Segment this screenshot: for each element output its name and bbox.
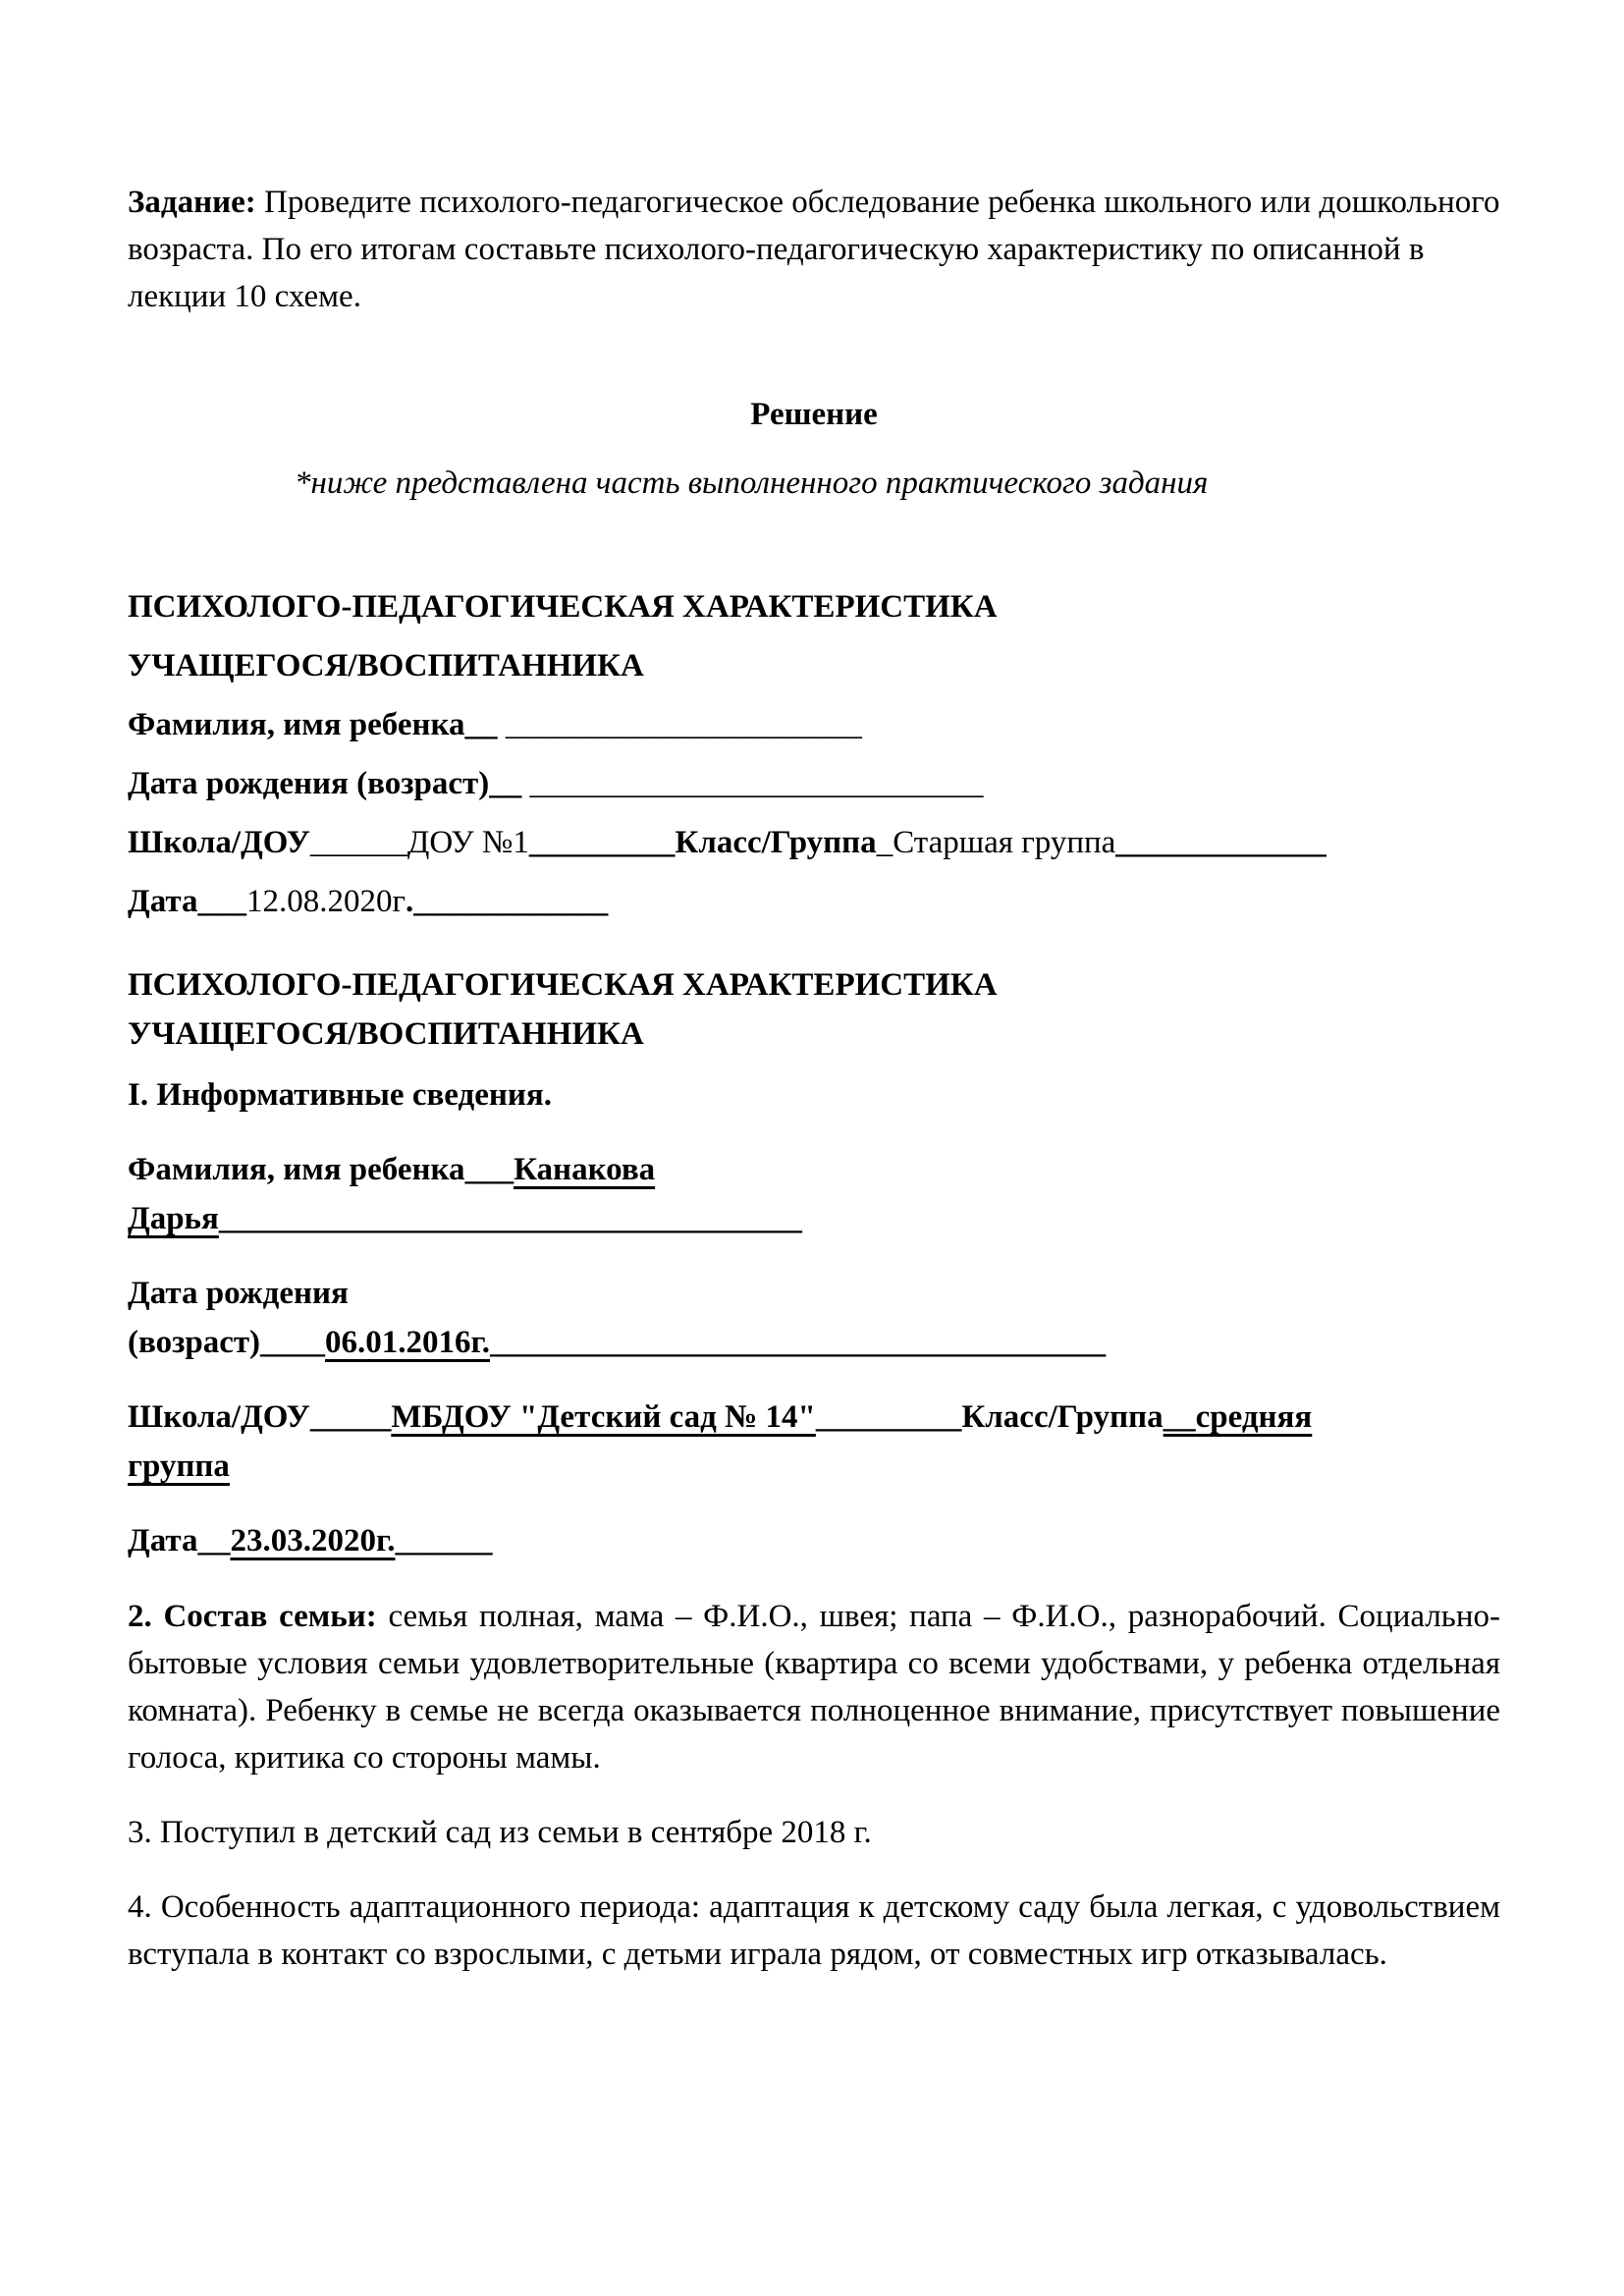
class-field-post-blank: _____________ — [1115, 825, 1326, 860]
filled-class-label: Класс/Группа — [961, 1399, 1164, 1435]
filled-date-line — [128, 1516, 1500, 1565]
school-field-mid-blank: _________ — [528, 825, 676, 860]
class-field-pre-blank: _ — [876, 825, 893, 860]
filled-name-field — [128, 1145, 1500, 1243]
solution-heading: Решение — [750, 397, 878, 432]
task-paragraph — [128, 179, 1500, 320]
name-field-blank: ______________________ — [497, 707, 862, 742]
class-field-value: Старшая группа — [893, 825, 1116, 860]
filled-school-line2 — [128, 1442, 1500, 1491]
dob-field-blank: ____________________________ — [521, 766, 984, 801]
blank-form-name-field — [128, 695, 1500, 754]
family-composition-body: семья полная, мама – Ф.И.О., швея; папа – Ф.И.О., разнорабочий. Социально-бытовые условия семьи удовлетворительные (квартира со всеми удобствами, у ребенка отдельная комната). Ребенку в семье не всегда оказывается полноценное внимание, присутствует повышение голоса, критика со стороны мамы. — [128, 1599, 1500, 1776]
filled-school-value: МБДОУ "Детский сад № 14" — [391, 1399, 816, 1435]
filled-date-pre-blank: __ — [197, 1523, 231, 1558]
task-label: Задание: — [128, 185, 256, 220]
informative-info-heading: I. Информативные сведения. — [128, 1077, 552, 1113]
school-field-label: Школа/ДОУ — [128, 825, 310, 860]
date-field-value: 12.08.2020г — [245, 884, 406, 919]
school-field-value: ДОУ №1 — [406, 825, 529, 860]
blank-form-date-field — [128, 872, 1500, 931]
filled-school-mid-blank: _________ — [815, 1399, 962, 1435]
blank-form-dob-field — [128, 754, 1500, 813]
filled-name-line1 — [128, 1145, 1500, 1194]
filled-name-pre-blank: ___ — [464, 1152, 514, 1187]
task-body: Проведите психолого-педагогическое обследование ребенка школьного или дошкольного возраста. По его итогам составьте психолого-педагогическую характеристику по описанной в лекции 10 схеме. — [128, 185, 1500, 314]
filled-school-field — [128, 1393, 1500, 1491]
dob-field-label: Дата рождения (возраст)__ — [128, 766, 522, 801]
blank-form-title-line1: ПСИХОЛОГО-ПЕДАГОГИЧЕСКАЯ ХАРАКТЕРИСТИКА — [128, 589, 998, 625]
blank-form-title-line2: УЧАЩЕГОСЯ/ВОСПИТАННИКА — [128, 648, 644, 683]
solution-note: *ниже представлена часть выполненного практического задания — [295, 465, 1209, 501]
family-composition-label: 2. Состав семьи: — [128, 1599, 377, 1634]
filled-dob-value: 06.01.2016г. — [325, 1325, 491, 1360]
filled-dob-label-part2: (возраст) — [128, 1325, 261, 1360]
school-field-pre-blank: ______ — [309, 825, 407, 860]
class-field-label: Класс/Группа — [675, 825, 877, 860]
filled-date-label: Дата — [128, 1523, 198, 1558]
filled-name-line2 — [128, 1194, 1500, 1243]
filled-school-line1 — [128, 1393, 1500, 1442]
filled-dob-pre-blank: ____ — [260, 1325, 326, 1360]
date-field-post-blank: .____________ — [406, 884, 609, 919]
date-field-label: Дата — [128, 884, 198, 919]
filled-dob-line1 — [128, 1269, 1500, 1318]
filled-date-value: 23.03.2020г. — [230, 1523, 396, 1558]
filled-dob-post-blank: ______________________________________ — [490, 1325, 1107, 1360]
filled-dob-field — [128, 1269, 1500, 1367]
filled-class-value-word2: группа — [128, 1449, 230, 1484]
filled-form-section — [128, 960, 1500, 1978]
filled-date-post-blank: ______ — [395, 1523, 493, 1558]
kindergarten-entry-paragraph: 3. Поступил в детский сад из семьи в сентябре 2018 г. — [128, 1815, 872, 1850]
family-composition-paragraph — [128, 1593, 1500, 1781]
filled-name-label: Фамилия, имя ребенка — [128, 1152, 465, 1187]
filled-dob-line2 — [128, 1318, 1500, 1367]
filled-school-label: Школа/ДОУ — [128, 1399, 310, 1435]
filled-name-post-blank: ____________________________________ — [218, 1201, 802, 1236]
blank-form-section — [128, 577, 1500, 931]
filled-class-pre-blank: __ — [1163, 1399, 1196, 1435]
name-field-label: Фамилия, имя ребенка__ — [128, 707, 498, 742]
filled-dob-label-part1: Дата рождения — [128, 1276, 349, 1311]
filled-name-value-surname: Канакова — [514, 1152, 656, 1187]
filled-class-value-word1: средняя — [1195, 1399, 1313, 1435]
filled-form-title-line1: ПСИХОЛОГО-ПЕДАГОГИЧЕСКАЯ ХАРАКТЕРИСТИКА — [128, 967, 998, 1003]
filled-date-field — [128, 1516, 1500, 1565]
blank-form-school-field — [128, 813, 1500, 872]
filled-school-pre-blank: _____ — [309, 1399, 392, 1435]
filled-form-title-line2: УЧАЩЕГОСЯ/ВОСПИТАННИКА — [128, 1016, 644, 1052]
date-field-pre-blank: ___ — [197, 884, 246, 919]
filled-name-value-firstname: Дарья — [128, 1201, 219, 1236]
adaptation-period-paragraph: 4. Особенность адаптационного периода: адаптация к детскому саду была легкая, с удовольствием вступала в контакт со взрослыми, с детьми играла рядом, от совместных игр отказывалась. — [128, 1889, 1500, 1972]
